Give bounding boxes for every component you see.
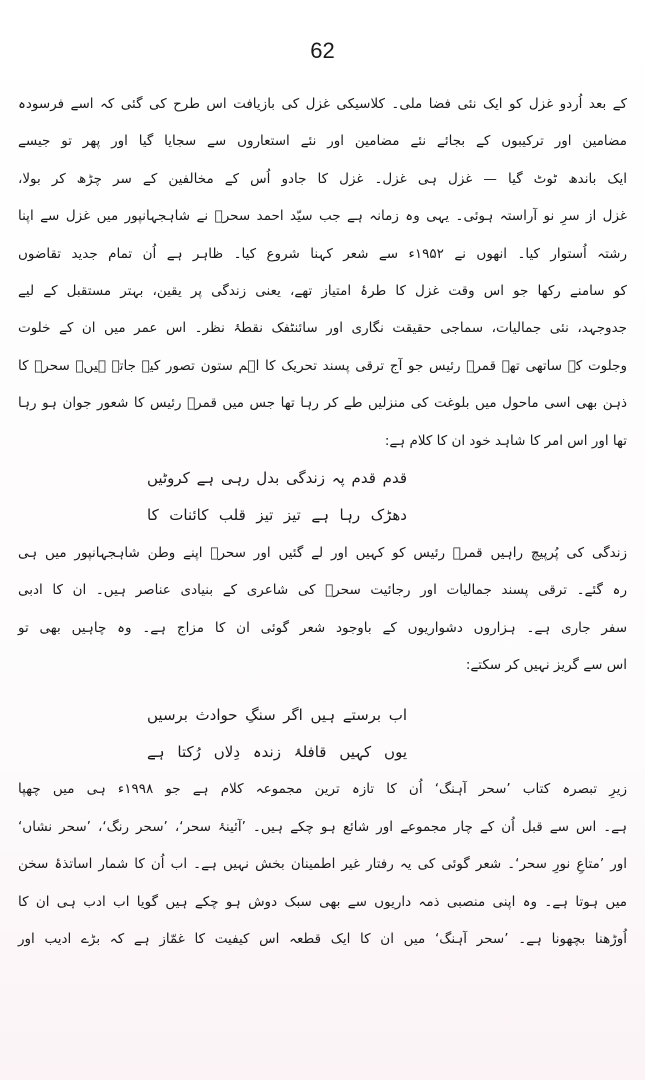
text-line: زندگی کی پُرپیچ راہیں قمرؔ رئیس کو کہیں اور لے گئیں اور سحرؔ اپنے وطن شاہجہانپور میں ہی	[18, 544, 627, 561]
text-line: غزل از سرِ نو آراستہ ہوئی۔ یہی وہ زمانہ ہے جب سیّد احمد سحرؔ نے شاہجہانپور میں غزل سے اپنا	[18, 208, 627, 225]
text-line: میں ہوتا ہے۔ وہ اپنی منصبی ذمہ داریوں سے بھی سبک دوش ہو چکے ہیں گویا اب ادب ہی ان کا	[18, 893, 627, 910]
text-line: رشتہ اُستوار کیا۔ انھوں نے ۱۹۵۲ء سے شعر کہنا شروع کیا۔ ظاہر ہے اُن تمام جدید تقاضوں	[18, 245, 627, 262]
paragraph-1	[18, 86, 627, 460]
verse-spacer	[18, 685, 627, 697]
text-line: وجلوت کے ساتھی تھے قمرؔ رئیس جو آج ترقی پسند تحریک کا اہم ستون تصور کیے جاتے ہیں۔ سحرؔ کا	[18, 357, 627, 374]
paragraph-2	[18, 535, 627, 685]
verse-line: قدم قدم پہ زندگی بدل رہی ہے کروٹیں	[147, 469, 407, 488]
verse-line: اب برستے ہیں اگر سنگِ حوادث برسیں	[147, 705, 407, 724]
text-line: کو سامنے رکھا جو اس وقت غزل کا طرۂ امتیاز تھے، یعنی زندگی پر یقین، بہتر مستقبل کے لیے	[18, 283, 627, 300]
text-line: مضامین اور ترکیبوں کے بجائے نئے مضامین اور نئے استعاروں سے سجایا گیا اور پھر تو جیسے	[18, 133, 627, 150]
text-line: زیرِ تبصرہ کتاب ’سحر آہنگ‘ اُن کا تازہ ترین مجموعہ کلام ہے جو ۱۹۹۸ء ہی میں چھپا	[18, 781, 627, 798]
text-line: ایک باندھ ٹوٹ گیا — غزل ہی غزل۔ غزل کا جادو اُس کے مخالفین کے سر چڑھ کر بولا،	[18, 170, 627, 187]
text-line: اُوڑھنا بچھونا ہے۔ ’سحر آہنگ‘ میں ان کا ایک قطعہ اس کیفیت کا غمّاز ہے کہ بڑے ادیب اور	[18, 930, 627, 947]
verse-1	[18, 460, 627, 535]
text-line: کے بعد اُردو غزل کو ایک نئی فضا ملی۔ کلاسیکی غزل کی بازیافت اس طرح کی گئی کہ اسے فرسودہ	[18, 96, 627, 112]
text-line: رہ گئے۔ ترقی پسند جمالیات اور رجائیت سحرؔ کی شاعری کے بنیادی عناصر ہیں۔ ان کا ادبی	[18, 582, 627, 599]
page-number: 62	[310, 38, 335, 63]
text-line: ہے۔ اس سے قبل اُن کے چار مجموعے اور شائع ہو چکے ہیں۔ ’آئینۂ سحر‘، ’سحر رنگ‘، ’سحر نشاں‘	[18, 818, 627, 835]
text-line: تھا اور اس امر کا شاہد خود ان کا کلام ہے:	[384, 432, 627, 449]
page-body	[18, 86, 627, 958]
text-line: اور ’متاعِ نورِ سحر‘۔ شعر گوئی کی یہ رفتار غیر اطمینان بخش نہیں ہے۔ اب اُن کا شمار اساتذۂ سخن	[18, 856, 627, 873]
text-line: ذہن بھی اسی ماحول میں بلوغت کی منزلیں طے کر رہا تھا جس میں قمرؔ رئیس کا شعور جوان ہو رہا	[18, 395, 627, 412]
verse-line: یوں کہیں قافلۂ زندہ دِلاں رُکتا ہے	[147, 742, 407, 761]
verse-line: دھڑک رہا ہے تیز تیز قلب کائنات کا	[147, 506, 407, 525]
text-line: اس سے گریز نہیں کر سکتے:	[465, 657, 627, 674]
text-line: جدوجہد، نئی جمالیات، سماجی حقیقت نگاری اور سائنٹفک نقطۂ نظر۔ اس عمر میں ان کے خلوت	[18, 320, 627, 337]
verse-2	[18, 697, 627, 772]
text-line: سفر جاری ہے۔ ہزاروں دشواریوں کے باوجود شعر گوئی ان کا مزاج ہے۔ وہ چاہیں بھی تو	[18, 619, 627, 636]
paragraph-3	[18, 771, 627, 958]
